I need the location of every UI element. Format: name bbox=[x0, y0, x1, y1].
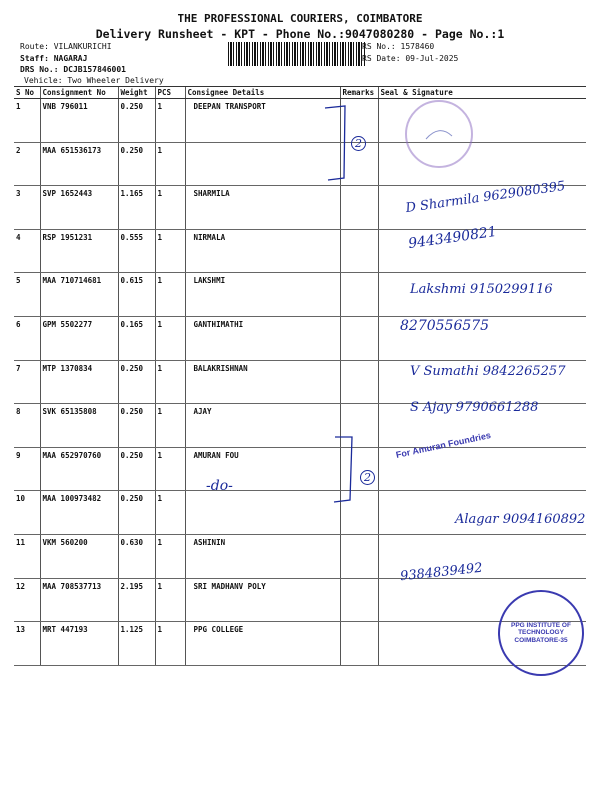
cell-sno: 11 bbox=[14, 534, 40, 578]
signature-row-5: Lakshmi 9150299116 bbox=[410, 282, 553, 297]
table-row bbox=[14, 99, 586, 143]
vehicle: Vehicle: Two Wheeler Delivery bbox=[24, 76, 164, 85]
cell-weight: 0.250 bbox=[118, 99, 155, 143]
cell-pcs: 1 bbox=[155, 534, 185, 578]
cell-cno: SVK 65135808 bbox=[40, 404, 118, 448]
cell-cno: RSP 1951231 bbox=[40, 229, 118, 273]
foundries-stamp: For Amuran Foundries bbox=[395, 430, 492, 460]
cell-sno: 8 bbox=[14, 404, 40, 448]
cell-consignee: GANTHIMATHI bbox=[185, 316, 340, 360]
cell-weight: 0.250 bbox=[118, 360, 155, 404]
cell-cno: MAA 100973482 bbox=[40, 491, 118, 535]
ppg-institute-stamp: PPG INSTITUTE OF TECHNOLOGY COIMBATORE-35 bbox=[498, 590, 584, 676]
company-title: THE PROFESSIONAL COURIERS, COIMBATORE bbox=[177, 12, 423, 25]
company-seal bbox=[405, 100, 473, 168]
cell-cno: VKM 560200 bbox=[40, 534, 118, 578]
cell-weight: 0.165 bbox=[118, 316, 155, 360]
cell-cno: MTP 1370834 bbox=[40, 360, 118, 404]
column-header: Consignee Details bbox=[185, 87, 340, 99]
cell-sno: 6 bbox=[14, 316, 40, 360]
staff: Staff: NAGARAJ bbox=[20, 54, 88, 63]
cell-sno: 5 bbox=[14, 273, 40, 317]
table-row bbox=[14, 142, 586, 186]
cell-empty bbox=[340, 186, 378, 230]
cell-weight: 0.250 bbox=[118, 447, 155, 491]
circled-2: 2 bbox=[351, 136, 366, 151]
cell-pcs: 1 bbox=[155, 229, 185, 273]
column-header: Weight bbox=[118, 87, 155, 99]
runsheet-subtitle: Delivery Runsheet - KPT - Phone No.:9047080280 - Page No.:1 bbox=[95, 27, 505, 41]
cell-sno: 10 bbox=[14, 491, 40, 535]
route: Route: VILANKURICHI bbox=[20, 42, 112, 51]
cell-sno: 2 bbox=[14, 142, 40, 186]
cell-pcs: 1 bbox=[155, 273, 185, 317]
cell-weight: 0.615 bbox=[118, 273, 155, 317]
cell-pcs: 1 bbox=[155, 360, 185, 404]
cell-pcs: 1 bbox=[155, 491, 185, 535]
cell-sno: 9 bbox=[14, 447, 40, 491]
cell-pcs: 1 bbox=[155, 622, 185, 666]
cell-sno: 4 bbox=[14, 229, 40, 273]
cell-sno: 7 bbox=[14, 360, 40, 404]
cell-consignee: SRI MADHANV POLY bbox=[185, 578, 340, 622]
cell-sno: 1 bbox=[14, 99, 40, 143]
cell-sno: 12 bbox=[14, 578, 40, 622]
cell-pcs: 1 bbox=[155, 316, 185, 360]
cell-weight: 1.165 bbox=[118, 186, 155, 230]
cell-cno: MAA 652970760 bbox=[40, 447, 118, 491]
table-row bbox=[14, 534, 586, 578]
cell-weight: 1.125 bbox=[118, 622, 155, 666]
cell-weight: 0.250 bbox=[118, 142, 155, 186]
cell-empty bbox=[340, 622, 378, 666]
signature-row-4: 9443490821 bbox=[407, 223, 498, 253]
table-row bbox=[14, 229, 586, 273]
cell-cno: VNB 796011 bbox=[40, 99, 118, 143]
column-header: Consignment No bbox=[40, 87, 118, 99]
cell-weight: 0.555 bbox=[118, 229, 155, 273]
cell-consignee: NIRMALA bbox=[185, 229, 340, 273]
cell-pcs: 1 bbox=[155, 186, 185, 230]
column-header: PCS bbox=[155, 87, 185, 99]
cell-consignee: LAKSHMI bbox=[185, 273, 340, 317]
cell-sno: 13 bbox=[14, 622, 40, 666]
cell-consignee: BALAKRISHNAN bbox=[185, 360, 340, 404]
cell-cno: MAA 710714681 bbox=[40, 273, 118, 317]
cell-consignee bbox=[185, 491, 340, 535]
signature-row-7: V Sumathi 9842265257 bbox=[410, 364, 566, 379]
column-header: S No bbox=[14, 87, 40, 99]
cell-cno: MRT 447193 bbox=[40, 622, 118, 666]
cell-empty bbox=[340, 360, 378, 404]
cell-pcs: 1 bbox=[155, 578, 185, 622]
bracket-mark bbox=[320, 432, 370, 507]
signature-row-11: Alagar 9094160892 bbox=[455, 512, 586, 527]
cell-pcs: 1 bbox=[155, 447, 185, 491]
table-row bbox=[14, 447, 586, 491]
rs-date: RS Date: 09-Jul-2025 bbox=[362, 54, 459, 63]
cell-weight: 0.250 bbox=[118, 404, 155, 448]
cell-empty bbox=[340, 534, 378, 578]
cell-consignee: AJAY bbox=[185, 404, 340, 448]
signature-row-8: S Ajay 9790661288 bbox=[410, 400, 539, 415]
cell-sno: 3 bbox=[14, 186, 40, 230]
ditto-mark: -do- bbox=[206, 478, 233, 494]
cell-consignee bbox=[185, 142, 340, 186]
column-header: Seal & Signature bbox=[378, 87, 586, 99]
cell-pcs: 1 bbox=[155, 99, 185, 143]
circled-2: 2 bbox=[360, 470, 375, 485]
barcode bbox=[228, 42, 366, 66]
cell-empty bbox=[340, 316, 378, 360]
table-row bbox=[14, 578, 586, 622]
rs-number: RS No.: 1578460 bbox=[362, 42, 435, 51]
cell-consignee: AMURAN FOU bbox=[185, 447, 340, 491]
cell-weight: 0.630 bbox=[118, 534, 155, 578]
cell-cno: MAA 708537713 bbox=[40, 578, 118, 622]
cell-cno: SVP 1652443 bbox=[40, 186, 118, 230]
cell-empty bbox=[340, 273, 378, 317]
cell-cno: GPM 5502277 bbox=[40, 316, 118, 360]
column-header: Remarks bbox=[340, 87, 378, 99]
cell-empty bbox=[340, 578, 378, 622]
cell-consignee: SHARMILA bbox=[185, 186, 340, 230]
cell-empty bbox=[340, 229, 378, 273]
cell-pcs: 1 bbox=[155, 404, 185, 448]
cell-weight: 2.195 bbox=[118, 578, 155, 622]
table-row bbox=[14, 316, 586, 360]
signature-row-6: 8270556575 bbox=[400, 318, 490, 334]
cell-cno: MAA 651536173 bbox=[40, 142, 118, 186]
signature-row-3: D Sharmila 9629080395 bbox=[404, 178, 567, 217]
signature-row-12: 9384839492 bbox=[399, 560, 484, 585]
cell-consignee: DEEPAN TRANSPORT bbox=[185, 99, 340, 143]
cell-weight: 0.250 bbox=[118, 491, 155, 535]
drs-number: DRS No.: DCJB157846001 bbox=[20, 65, 126, 74]
cell-pcs: 1 bbox=[155, 142, 185, 186]
cell-consignee: PPG COLLEGE bbox=[185, 622, 340, 666]
cell-consignee: ASHININ bbox=[185, 534, 340, 578]
